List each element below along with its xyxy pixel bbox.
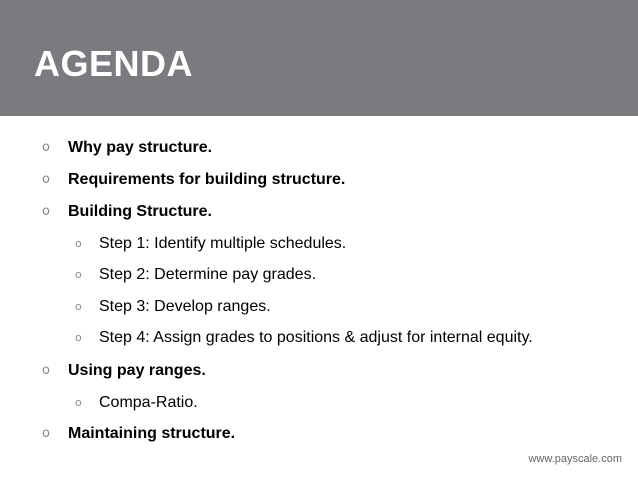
agenda-subitem bbox=[75, 394, 198, 412]
footer-website: www.payscale.com bbox=[528, 453, 622, 465]
page-title: AGENDA bbox=[34, 43, 194, 84]
agenda-item bbox=[42, 362, 206, 380]
hollow-circle-bullet-icon: o bbox=[42, 363, 50, 378]
hollow-circle-bullet-icon: o bbox=[42, 204, 50, 219]
agenda-item-label: Building Structure. bbox=[68, 203, 212, 220]
hollow-circle-bullet-icon: o bbox=[42, 426, 50, 441]
agenda-subitem-label: Compa-Ratio. bbox=[99, 394, 198, 411]
agenda-item bbox=[42, 171, 346, 189]
hollow-circle-bullet-icon: o bbox=[75, 331, 82, 344]
agenda-subitem-label: Step 3: Develop ranges. bbox=[99, 298, 271, 315]
agenda-subitem bbox=[75, 329, 533, 347]
agenda-subitem bbox=[75, 235, 347, 253]
agenda-item-label: Requirements for building structure. bbox=[68, 171, 346, 188]
agenda-item-label: Why pay structure. bbox=[68, 139, 213, 156]
agenda-item-label: Maintaining structure. bbox=[68, 425, 236, 442]
hollow-circle-bullet-icon: o bbox=[75, 300, 82, 313]
agenda-item bbox=[42, 425, 236, 443]
hollow-circle-bullet-icon: o bbox=[75, 237, 82, 250]
agenda-subitem bbox=[75, 266, 317, 284]
agenda-subitem-label: Step 1: Identify multiple schedules. bbox=[99, 235, 347, 252]
agenda-subitem-label: Step 4: Assign grades to positions & adjust for internal equity. bbox=[99, 329, 533, 346]
hollow-circle-bullet-icon: o bbox=[75, 268, 82, 281]
agenda-item bbox=[42, 139, 213, 157]
agenda-subitem bbox=[75, 298, 271, 316]
agenda-item-label: Using pay ranges. bbox=[68, 362, 206, 379]
hollow-circle-bullet-icon: o bbox=[42, 140, 50, 155]
agenda-item bbox=[42, 203, 212, 221]
agenda-subitem-label: Step 2: Determine pay grades. bbox=[99, 266, 317, 283]
hollow-circle-bullet-icon: o bbox=[75, 396, 82, 409]
hollow-circle-bullet-icon: o bbox=[42, 172, 50, 187]
